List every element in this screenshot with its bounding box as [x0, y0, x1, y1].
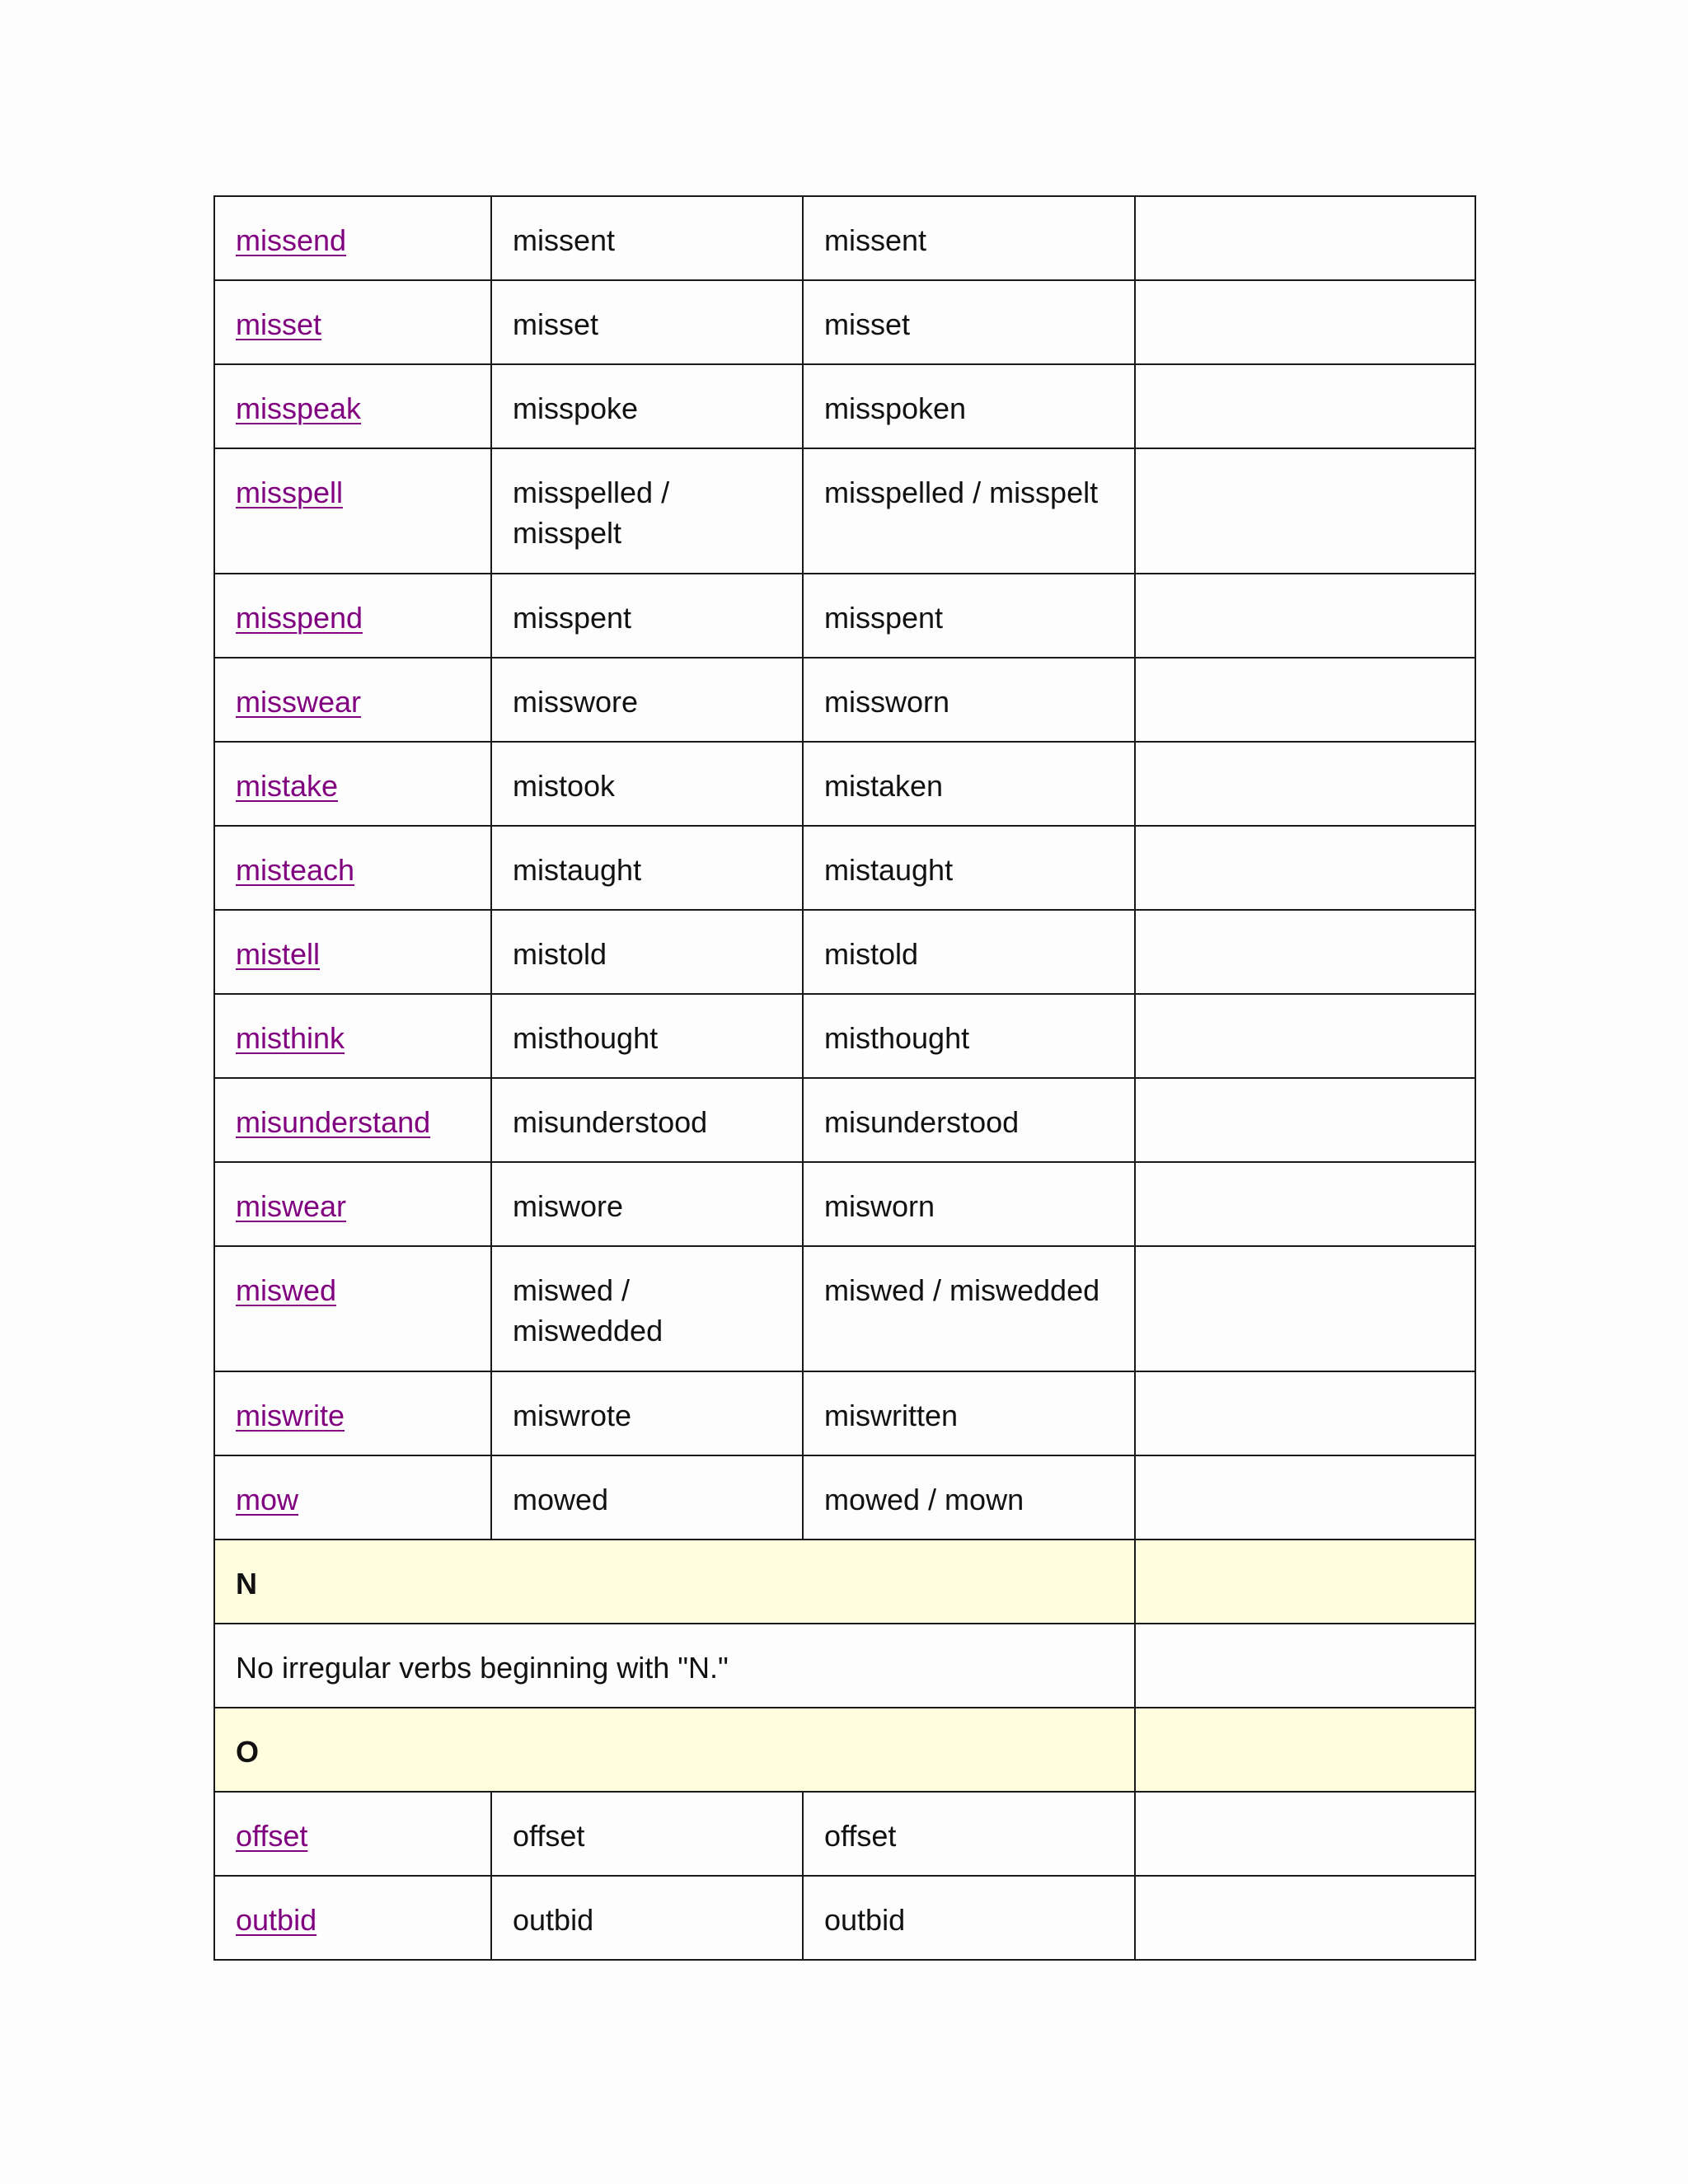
empty-cell: [1135, 448, 1475, 574]
past-tense-cell: miswrote: [491, 1371, 803, 1455]
verb-link[interactable]: missend: [236, 223, 347, 257]
past-tense-cell: mowed: [491, 1455, 803, 1540]
empty-cell: [1135, 1624, 1475, 1708]
section-letter-n: N: [214, 1540, 1135, 1624]
empty-cell: [1135, 364, 1475, 448]
past-participle-cell: missworn: [803, 658, 1135, 742]
empty-cell: [1135, 1876, 1475, 1960]
table-row: [214, 364, 1475, 448]
past-tense-cell: miswed / miswedded: [491, 1246, 803, 1371]
verb-link[interactable]: miswed: [236, 1273, 337, 1307]
verb-link[interactable]: misspell: [236, 476, 344, 509]
verb-link[interactable]: misswear: [236, 685, 362, 719]
empty-cell: [1135, 574, 1475, 658]
past-participle-cell: miswritten: [803, 1371, 1135, 1455]
verb-link[interactable]: misunderstand: [236, 1105, 431, 1139]
verb-link[interactable]: miswrite: [236, 1399, 345, 1432]
base-form-cell: [214, 1246, 491, 1371]
base-form-cell: [214, 1876, 491, 1960]
section-note-n: No irregular verbs beginning with "N.": [214, 1624, 1135, 1708]
empty-cell: [1135, 1162, 1475, 1246]
past-participle-cell: misspelled / misspelt: [803, 448, 1135, 574]
table-row: [214, 994, 1475, 1078]
base-form-cell: [214, 1078, 491, 1162]
verb-link[interactable]: misset: [236, 307, 322, 341]
base-form-cell: [214, 1371, 491, 1455]
base-form-cell: [214, 658, 491, 742]
past-participle-cell: misworn: [803, 1162, 1135, 1246]
empty-cell: [1135, 910, 1475, 994]
empty-cell: [1135, 994, 1475, 1078]
verb-link[interactable]: miswear: [236, 1189, 347, 1223]
table-row: [214, 574, 1475, 658]
table-row: [214, 1876, 1475, 1960]
past-tense-cell: offset: [491, 1792, 803, 1876]
base-form-cell: [214, 742, 491, 826]
empty-cell: [1135, 1540, 1475, 1624]
past-tense-cell: mistook: [491, 742, 803, 826]
past-participle-cell: mowed / mown: [803, 1455, 1135, 1540]
table-row: [214, 448, 1475, 574]
empty-cell: [1135, 280, 1475, 364]
past-tense-cell: mistold: [491, 910, 803, 994]
empty-cell: [1135, 1246, 1475, 1371]
base-form-cell: [214, 1455, 491, 1540]
empty-cell: [1135, 1708, 1475, 1792]
table-row: [214, 1371, 1475, 1455]
past-participle-cell: misset: [803, 280, 1135, 364]
base-form-cell: [214, 994, 491, 1078]
empty-cell: [1135, 658, 1475, 742]
past-tense-cell: misspelled / misspelt: [491, 448, 803, 574]
verb-link[interactable]: misthink: [236, 1021, 345, 1055]
past-tense-cell: misspent: [491, 574, 803, 658]
past-participle-cell: mistaken: [803, 742, 1135, 826]
table-row: [214, 1162, 1475, 1246]
empty-cell: [1135, 742, 1475, 826]
past-participle-cell: outbid: [803, 1876, 1135, 1960]
table-row: [214, 196, 1475, 280]
empty-cell: [1135, 1455, 1475, 1540]
past-participle-cell: mistold: [803, 910, 1135, 994]
verb-link[interactable]: misspend: [236, 601, 363, 635]
table-row: [214, 826, 1475, 910]
empty-cell: [1135, 1792, 1475, 1876]
empty-cell: [1135, 826, 1475, 910]
table-row: [214, 1455, 1475, 1540]
verb-link[interactable]: offset: [236, 1819, 308, 1853]
past-participle-cell: misspoken: [803, 364, 1135, 448]
empty-cell: [1135, 1371, 1475, 1455]
table-row: [214, 1246, 1475, 1371]
past-tense-cell: miswore: [491, 1162, 803, 1246]
past-participle-cell: mistaught: [803, 826, 1135, 910]
empty-cell: [1135, 1078, 1475, 1162]
base-form-cell: [214, 1792, 491, 1876]
table-row: [214, 280, 1475, 364]
past-tense-cell: misswore: [491, 658, 803, 742]
table-row: [214, 1792, 1475, 1876]
past-participle-cell: missent: [803, 196, 1135, 280]
section-header-row: [214, 1708, 1475, 1792]
base-form-cell: [214, 826, 491, 910]
past-tense-cell: outbid: [491, 1876, 803, 1960]
verb-link[interactable]: misteach: [236, 853, 355, 887]
empty-cell: [1135, 196, 1475, 280]
past-tense-cell: misset: [491, 280, 803, 364]
past-participle-cell: misunderstood: [803, 1078, 1135, 1162]
past-participle-cell: misthought: [803, 994, 1135, 1078]
past-participle-cell: offset: [803, 1792, 1135, 1876]
section-letter-o: O: [214, 1708, 1135, 1792]
past-tense-cell: misspoke: [491, 364, 803, 448]
base-form-cell: [214, 910, 491, 994]
past-tense-cell: missent: [491, 196, 803, 280]
section-note-row: [214, 1624, 1475, 1708]
base-form-cell: [214, 448, 491, 574]
past-tense-cell: misthought: [491, 994, 803, 1078]
section-header-row: [214, 1540, 1475, 1624]
past-participle-cell: misspent: [803, 574, 1135, 658]
table-row: [214, 910, 1475, 994]
verb-link[interactable]: mistell: [236, 937, 321, 971]
base-form-cell: [214, 574, 491, 658]
base-form-cell: [214, 280, 491, 364]
irregular-verbs-table: [213, 195, 1476, 1961]
past-participle-cell: miswed / miswedded: [803, 1246, 1135, 1371]
base-form-cell: [214, 1162, 491, 1246]
past-tense-cell: misunderstood: [491, 1078, 803, 1162]
base-form-cell: [214, 196, 491, 280]
verb-link[interactable]: mow: [236, 1483, 299, 1516]
verb-link[interactable]: mistake: [236, 769, 339, 803]
base-form-cell: [214, 364, 491, 448]
verb-link[interactable]: outbid: [236, 1903, 317, 1937]
table-row: [214, 1078, 1475, 1162]
past-tense-cell: mistaught: [491, 826, 803, 910]
table-row: [214, 658, 1475, 742]
verb-link[interactable]: misspeak: [236, 391, 362, 425]
table-row: [214, 742, 1475, 826]
